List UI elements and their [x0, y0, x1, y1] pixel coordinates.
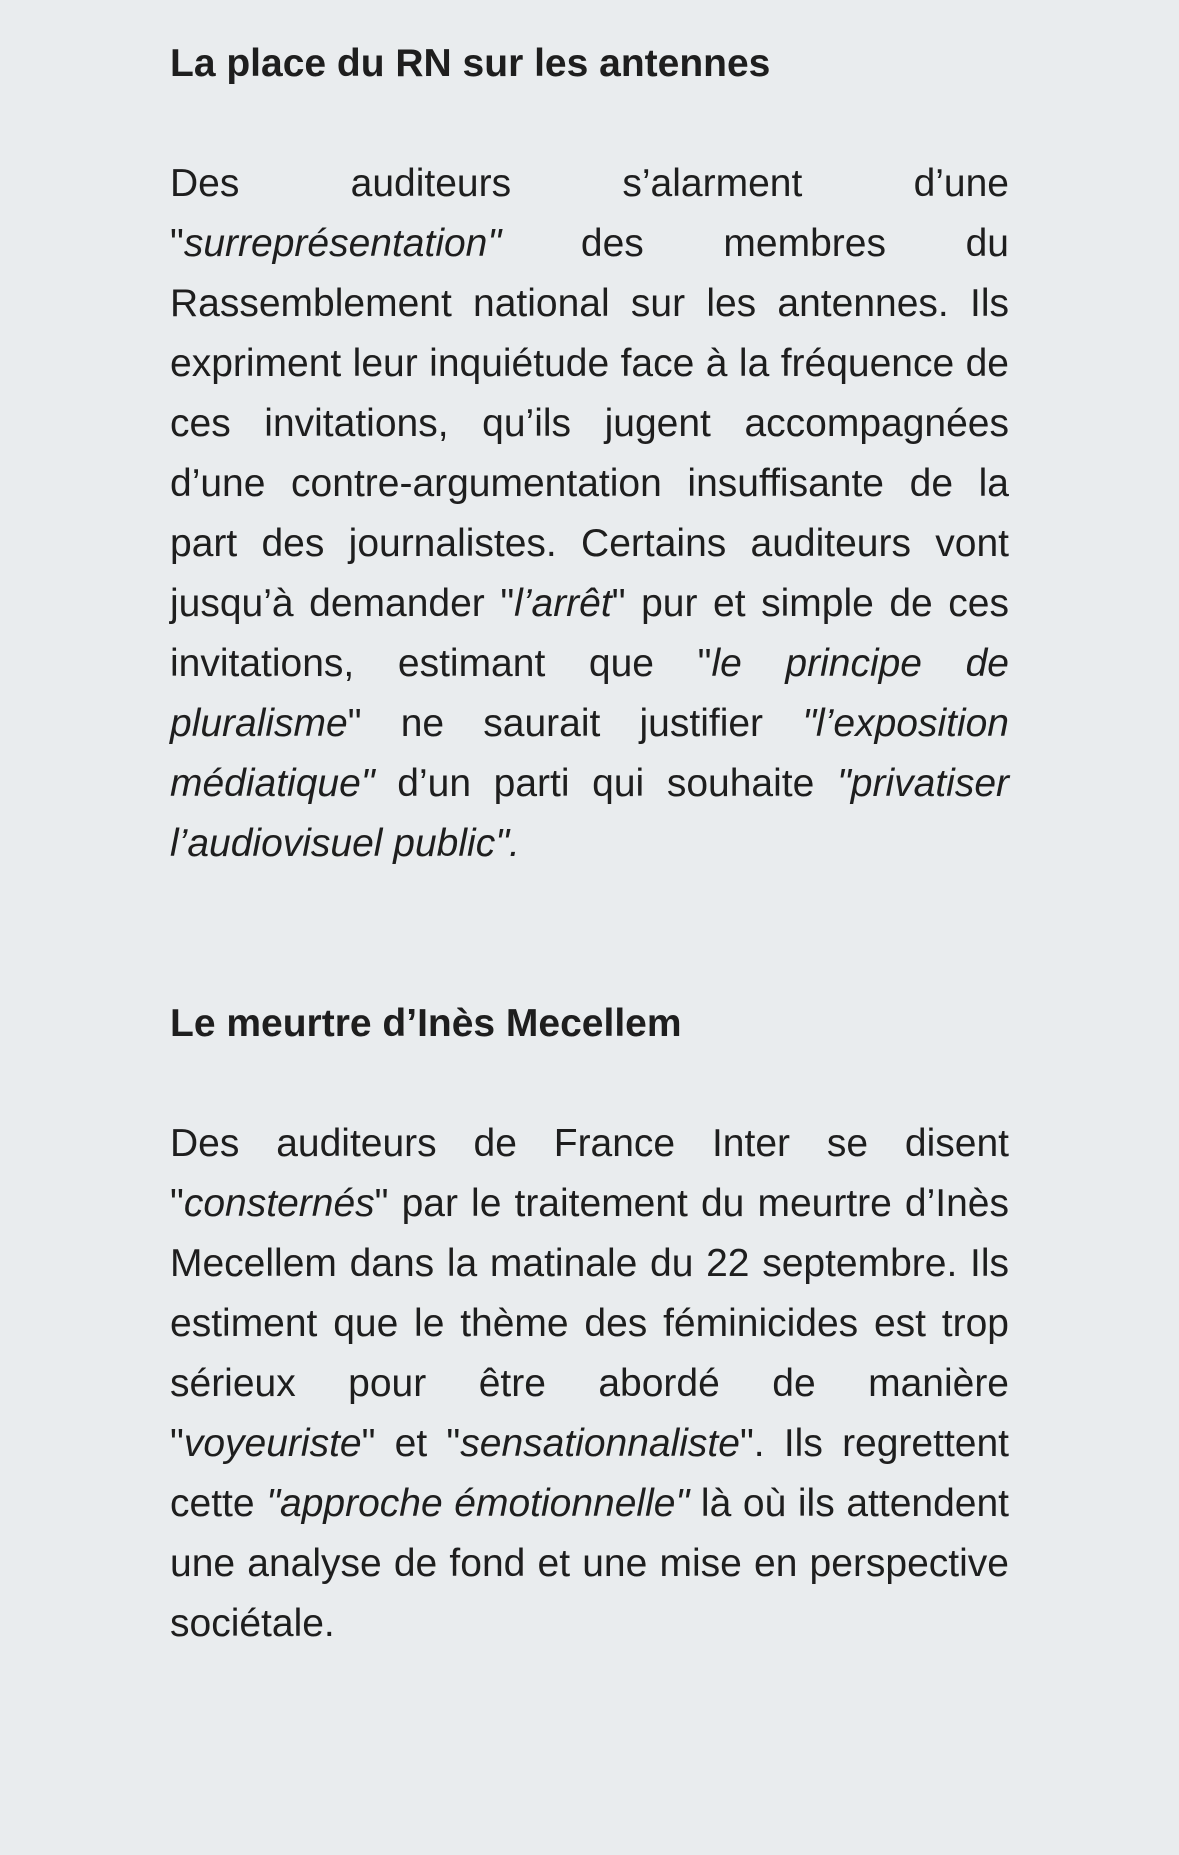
text-run: " par le traitement du meurtre d’Inès Mecellem dans la matinale du 22 septembre. Ils estiment que le thème des féminicides est trop sérieux pour être abordé de manière " — [170, 1182, 1009, 1465]
italic-quote: "approche émotionnelle" — [266, 1482, 690, 1525]
italic-quote: sensationnaliste — [460, 1422, 740, 1465]
text-run: ". Ils regrettent cette — [170, 1422, 1009, 1525]
italic-quote: surreprésentation" — [183, 222, 502, 265]
italic-quote: le principe de pluralisme — [170, 642, 1009, 745]
italic-quote: voyeuriste — [183, 1422, 362, 1465]
italic-quote: consternés — [183, 1182, 375, 1225]
text-run: d’un parti qui souhaite — [374, 762, 837, 805]
text-run: Des auditeurs s’alarment d’une " — [170, 162, 1009, 265]
article-content — [170, 34, 1009, 1654]
text-run: des membres du Rassemblement national sur les antennes. Ils expriment leur inquiétude face à la fréquence de ces invitations, qu’ils jugent accompagnées d’une contre-argumentation insuffisante de la part des journalistes. Certains auditeurs vont jusqu’à demander " — [170, 222, 1009, 625]
section-meurtre-ines — [170, 994, 1009, 1654]
text-run: " et " — [361, 1422, 461, 1465]
text-run: " pur et simple de ces invitations, estimant que " — [170, 582, 1009, 685]
text-run: là où ils attendent une analyse de fond et une mise en perspective sociétale. — [170, 1482, 1009, 1645]
section-heading: Le meurtre d’Inès Mecellem — [170, 1002, 682, 1045]
italic-quote: l’arrêt — [514, 582, 612, 625]
section-paragraph — [170, 1114, 1009, 1654]
section-paragraph — [170, 154, 1009, 874]
text-run: Des auditeurs de France Inter se disent " — [170, 1122, 1009, 1225]
section-rn-antennes — [170, 34, 1009, 874]
text-run: " ne saurait justifier — [347, 702, 803, 745]
italic-quote: "l’exposition médiatique" — [170, 702, 1009, 805]
section-heading: La place du RN sur les antennes — [170, 42, 771, 85]
italic-quote: "privatiser l’audiovisuel public". — [170, 762, 1009, 865]
